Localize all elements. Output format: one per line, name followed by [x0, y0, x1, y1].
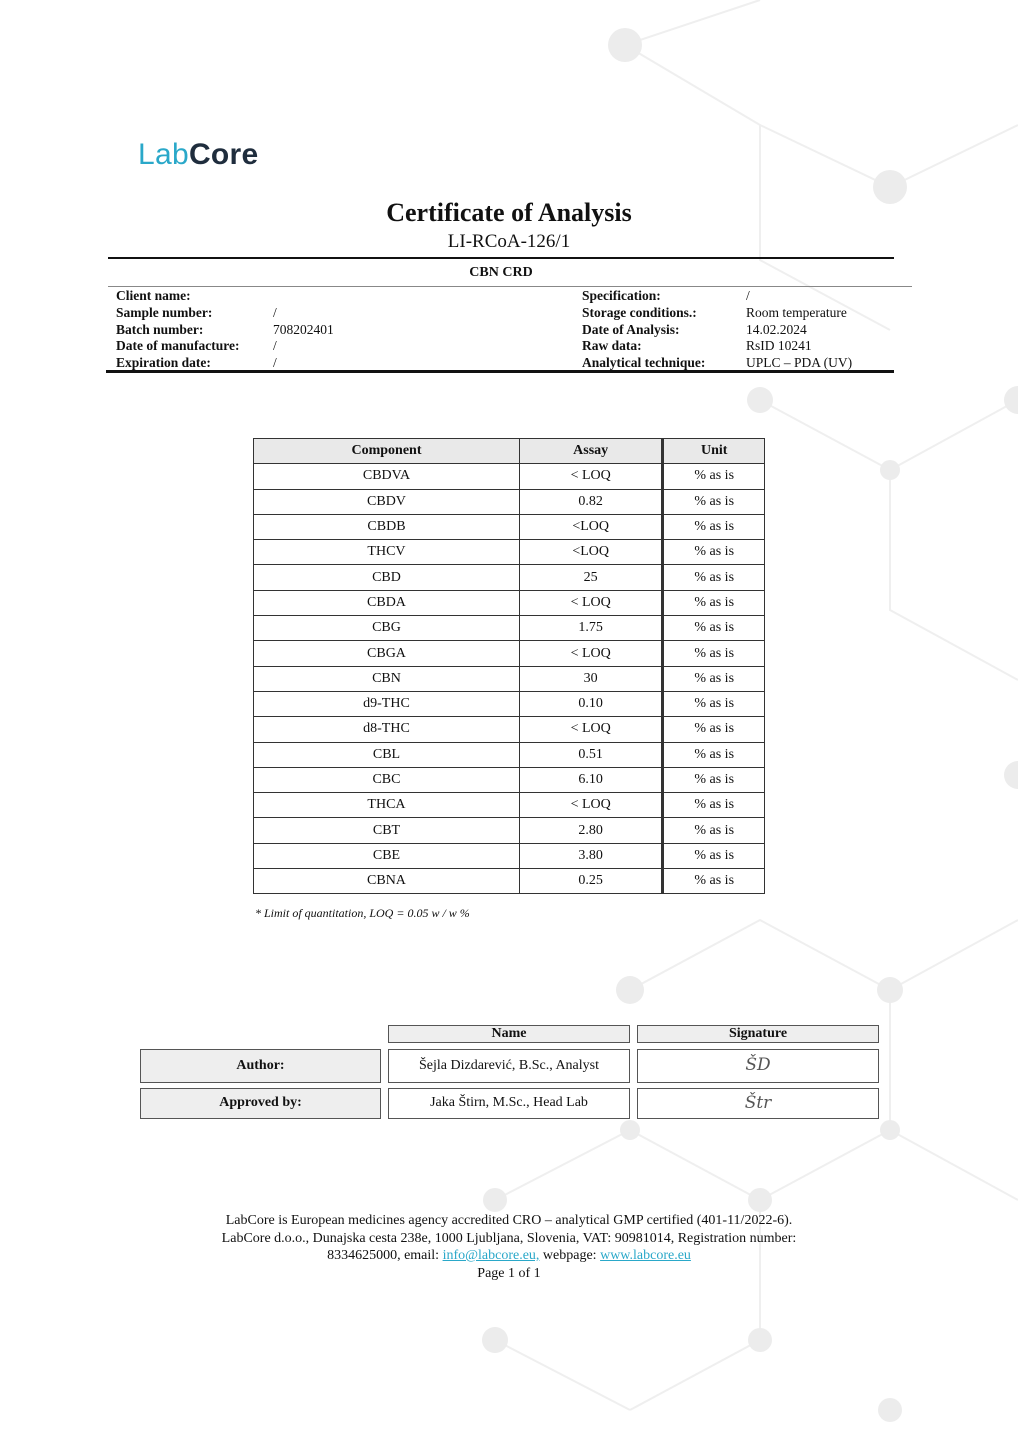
component-cell: CBT [254, 818, 520, 843]
info-value: / [746, 288, 750, 303]
table-row [254, 843, 765, 868]
component-cell: CBGA [254, 641, 520, 666]
unit-cell: % as is [663, 691, 765, 716]
footer [0, 1212, 1018, 1282]
table-row [254, 666, 765, 691]
logo-text-core: Core [188, 138, 259, 171]
assay-cell: 6.10 [519, 767, 662, 792]
component-cell: THCA [254, 793, 520, 818]
unit-cell: % as is [663, 641, 765, 666]
table-row [254, 767, 765, 792]
table-row [254, 691, 765, 716]
info-row-client [116, 288, 334, 305]
table-row [254, 818, 765, 843]
table-row [254, 464, 765, 489]
table-row [254, 616, 765, 641]
email-link[interactable]: info@labcore.eu, [442, 1248, 540, 1263]
unit-cell: % as is [663, 793, 765, 818]
footer-accreditation: LabCore is European medicines agency accredited CRO – analytical GMP certified (401-11/2022-6). [225, 1213, 793, 1228]
component-cell: THCV [254, 540, 520, 565]
component-cell: CBNA [254, 869, 520, 894]
table-row [254, 514, 765, 539]
unit-cell: % as is [663, 666, 765, 691]
info-value: Room temperature [746, 304, 847, 320]
table-row [254, 590, 765, 615]
unit-cell: % as is [663, 514, 765, 539]
info-value: / [273, 355, 277, 371]
info-row-sample-number [116, 305, 334, 322]
column-header-assay: Assay [519, 439, 662, 464]
info-label: Expiration date: [116, 355, 211, 371]
info-value: 14.02.2024 [746, 321, 807, 337]
table-row [254, 869, 765, 894]
document-title: Certificate of Analysis [386, 198, 632, 227]
table-row [254, 742, 765, 767]
approved-label: Approved by: [140, 1088, 381, 1119]
footer-contact [0, 1247, 1018, 1265]
info-label: Analytical technique: [582, 355, 706, 371]
info-label: Client name: [116, 288, 191, 303]
table-header-row [254, 439, 765, 464]
name-column-header: Name [388, 1025, 630, 1043]
assay-cell: < LOQ [519, 717, 662, 742]
assay-cell: 0.25 [519, 869, 662, 894]
component-cell: d8-THC [254, 717, 520, 742]
table-row [254, 489, 765, 514]
info-value: / [273, 304, 277, 320]
divider-middle [108, 286, 912, 287]
unit-cell: % as is [663, 818, 765, 843]
assay-cell: 25 [519, 565, 662, 590]
component-cell: CBDV [254, 489, 520, 514]
author-name: Šejla Dizdarević, B.Sc., Analyst [388, 1049, 630, 1083]
page-number: Page 1 of 1 [477, 1265, 541, 1281]
labcore-logo [138, 138, 259, 172]
approved-name: Jaka Štirn, M.Sc., Head Lab [388, 1088, 630, 1119]
info-value: UPLC – PDA (UV) [746, 355, 853, 371]
author-label: Author: [140, 1049, 381, 1083]
table-row [254, 540, 765, 565]
column-header-unit: Unit [663, 439, 765, 464]
info-label: Date of Analysis: [582, 321, 680, 337]
table-row [254, 565, 765, 590]
signature-column-header: Signature [637, 1025, 879, 1043]
component-cell: CBL [254, 742, 520, 767]
table-row [254, 717, 765, 742]
info-value: RsID 10241 [746, 338, 812, 354]
info-row-raw-data [582, 338, 852, 355]
info-label: Raw data: [582, 338, 642, 354]
component-cell: d9-THC [254, 691, 520, 716]
assay-cell: < LOQ [519, 464, 662, 489]
unit-cell: % as is [663, 767, 765, 792]
logo-text-lab: Lab [138, 138, 189, 171]
assay-cell: 3.80 [519, 843, 662, 868]
product-name: CBN CRD [469, 265, 533, 280]
assay-cell: <LOQ [519, 514, 662, 539]
component-cell: CBD [254, 565, 520, 590]
sample-info-right [582, 288, 852, 372]
component-cell: CBN [254, 666, 520, 691]
assay-cell: < LOQ [519, 641, 662, 666]
loq-footnote: * Limit of quantitation, LOQ = 0.05 w / w % [255, 906, 470, 920]
divider-bottom [106, 370, 894, 373]
assay-cell: 0.82 [519, 489, 662, 514]
footer-address: LabCore d.o.o., Dunajska cesta 238e, 1000 Ljubljana, Slovenia, VAT: 90981014, Registration number: [221, 1230, 797, 1246]
table-row [254, 793, 765, 818]
footer-registration: 8334625000, email: [327, 1248, 440, 1263]
info-label: Batch number: [116, 321, 204, 337]
assay-cell: 0.10 [519, 691, 662, 716]
unit-cell: % as is [663, 717, 765, 742]
column-header-component: Component [254, 439, 520, 464]
sample-info-left [116, 288, 334, 372]
author-signature: ŠD [637, 1049, 879, 1083]
component-cell: CBC [254, 767, 520, 792]
info-row-storage [582, 305, 852, 322]
info-row-batch-number [116, 322, 334, 339]
results-table [253, 438, 765, 894]
unit-cell: % as is [663, 843, 765, 868]
document-code: LI-RCoA-126/1 [447, 231, 571, 252]
assay-cell: 1.75 [519, 616, 662, 641]
component-cell: CBDVA [254, 464, 520, 489]
unit-cell: % as is [663, 616, 765, 641]
webpage-label: webpage: [542, 1248, 597, 1263]
unit-cell: % as is [663, 742, 765, 767]
info-label: Storage conditions.: [582, 304, 697, 320]
component-cell: CBE [254, 843, 520, 868]
info-label: Sample number: [116, 304, 213, 320]
assay-cell: <LOQ [519, 540, 662, 565]
table-row [254, 641, 765, 666]
assay-cell: 0.51 [519, 742, 662, 767]
info-value: / [273, 338, 277, 354]
info-row-manufacture-date [116, 338, 334, 355]
unit-cell: % as is [663, 565, 765, 590]
results-body [254, 464, 765, 894]
component-cell: CBDA [254, 590, 520, 615]
approved-signature: Štr [637, 1088, 879, 1119]
info-row-specification [582, 288, 852, 305]
component-cell: CBG [254, 616, 520, 641]
unit-cell: % as is [663, 489, 765, 514]
webpage-link[interactable]: www.labcore.eu [600, 1248, 691, 1263]
info-label: Date of manufacture: [116, 338, 240, 354]
unit-cell: % as is [663, 464, 765, 489]
info-label: Specification: [582, 288, 661, 303]
unit-cell: % as is [663, 869, 765, 894]
info-value: 708202401 [273, 321, 334, 337]
assay-cell: 2.80 [519, 818, 662, 843]
assay-cell: 30 [519, 666, 662, 691]
divider-top [108, 257, 894, 259]
assay-cell: < LOQ [519, 793, 662, 818]
assay-cell: < LOQ [519, 590, 662, 615]
info-row-analysis-date [582, 322, 852, 339]
component-cell: CBDB [254, 514, 520, 539]
unit-cell: % as is [663, 590, 765, 615]
unit-cell: % as is [663, 540, 765, 565]
